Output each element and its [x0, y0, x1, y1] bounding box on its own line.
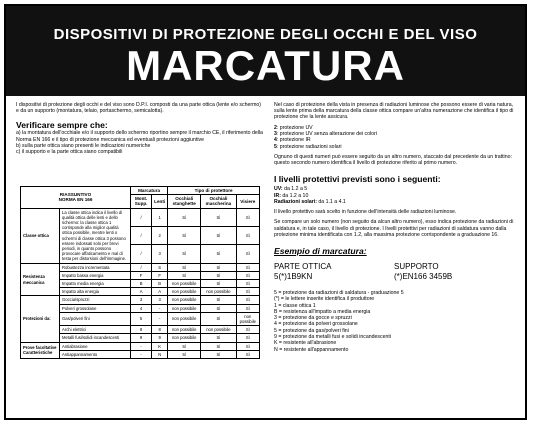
cell-m: 5 — [131, 312, 152, 325]
cell-os: Sì — [168, 350, 201, 358]
cell-om: Sì — [201, 350, 236, 358]
cell-v: non possibile — [236, 312, 259, 325]
table-row — [21, 342, 260, 350]
header-title: MARCATURA — [126, 42, 405, 89]
cell-os: non possibile — [168, 312, 201, 325]
cell-v: Sì — [236, 208, 259, 226]
table-title: RIASSUNTIVO NORMA EN 166 — [21, 187, 131, 209]
table-row — [21, 296, 260, 304]
cell-l: 1 — [152, 208, 168, 226]
cell-m: / — [131, 226, 152, 244]
numbers-note: Ognuno di questi numeri può essere seguito da un altro numero, staccato dal precedente da un trattino: questo secondo numero identifica il livello di protezione riferito al primo numero. — [274, 153, 512, 166]
cell-os: non possibile — [168, 326, 201, 334]
level-item: IR: da 1.2 a 10 — [274, 192, 309, 199]
cell-l: 8 — [152, 326, 168, 334]
cell-v: Sì — [236, 271, 259, 279]
cell-l: F — [152, 271, 168, 279]
cell-v: Sì — [236, 326, 259, 334]
code-item: 4: protezione IR — [274, 137, 311, 144]
cell-om: Sì — [201, 245, 236, 263]
cell-os: Sì — [168, 226, 201, 244]
sub-visiere: Visiere — [236, 195, 259, 208]
row-desc: Goccia/spruzzi — [60, 296, 131, 304]
cell-os: Sì — [168, 263, 201, 271]
level-item: UV: da 1.2 a 5 — [274, 186, 308, 193]
cell-l: A — [152, 288, 168, 296]
sign-header — [6, 6, 525, 96]
cell-os: non possibile — [168, 304, 201, 312]
col-marcatura: Marcatura — [131, 187, 168, 195]
example-title: Esempio di marcatura: — [274, 245, 367, 256]
levels-title: I livelli protettivi previsti sono i seguenti: — [274, 174, 441, 185]
summary-table — [20, 186, 260, 359]
cell-os: Sì — [168, 342, 201, 350]
cell-os: non possibile — [168, 296, 201, 304]
cell-m: / — [131, 245, 152, 263]
cell-v: Sì — [236, 350, 259, 358]
cell-l: 9 — [152, 334, 168, 342]
code-item: 5: protezione radiazioni solari — [274, 143, 342, 150]
cell-om: non possibile — [201, 326, 236, 334]
code-item: 2: protezione UV — [274, 124, 313, 131]
row-desc: La classe ottica indica il livello di qualità ottica delle lenti e dello schermo: la classe ottica 1 corrisponde alla miglior qualità ottica possibile, mentre lenti o schermi di classe ottica 3 possono essere indossati solo per brevi periodi, in quanto possono provocare affaticamento e mal di testa per distorsioni dell'immagine. — [60, 208, 131, 263]
cell-m: A — [131, 288, 152, 296]
cell-m: 9 — [131, 334, 152, 342]
left-column — [16, 102, 264, 156]
cell-om: Sì — [201, 304, 236, 312]
legend-item: 1 = classe ottica 1 — [274, 302, 316, 309]
cell-m: / — [131, 263, 152, 271]
level-item: Radiazioni solari: da 1.1 a 4.1 — [274, 198, 346, 205]
cell-v: Sì — [236, 342, 259, 350]
right-intro: Nel caso di protezione della vista in presenza di radiazioni luminose che possono essere di varia natura, sulla lente prima della marcatura della classe ottica compare un'altra numerazione che identifica il tipo di protezione che la lente assicura. — [274, 102, 514, 121]
row-desc: Robustezza incrementata — [60, 263, 131, 271]
cell-v: Sì — [236, 288, 259, 296]
group-label: Resistenza meccanica — [21, 263, 60, 296]
row-desc: Gas/polveri fini — [60, 312, 131, 325]
group-label: Classe ottica — [21, 208, 60, 263]
code-item: 3: protezione UV senza alterazione dei colori — [274, 130, 377, 137]
cell-m: B — [131, 280, 152, 288]
cell-os: Sì — [168, 271, 201, 279]
legend-item: N = resistente all'appannamento — [274, 346, 349, 353]
cell-m: / — [131, 208, 152, 226]
cell-l: N — [152, 350, 168, 358]
cell-v: Sì — [236, 296, 259, 304]
cell-v: Sì — [236, 304, 259, 312]
cell-om: Sì — [201, 263, 236, 271]
cell-m: 3 — [131, 296, 152, 304]
cell-om: Sì — [201, 296, 236, 304]
cell-l: S — [152, 263, 168, 271]
row-desc: Impatto media energia — [60, 280, 131, 288]
sub-lenti: Lenti — [152, 195, 168, 208]
cell-m: 4 — [131, 304, 152, 312]
cell-m: - — [131, 350, 152, 358]
cell-os: Sì — [168, 245, 201, 263]
row-desc: Metalli fusi/solidi incandescenti — [60, 334, 131, 342]
legend — [274, 290, 518, 353]
group-label: Prove facoltative Caratteristiche — [21, 342, 60, 358]
cell-l: 3 — [152, 296, 168, 304]
legend-item: 5 = protezione da gas/polveri fini — [274, 327, 349, 334]
cell-v: Sì — [236, 226, 259, 244]
cell-v: Sì — [236, 280, 259, 288]
cell-l: B — [152, 280, 168, 288]
cell-l: - — [152, 304, 168, 312]
cell-v: Sì — [236, 245, 259, 263]
support-code: (*)EN166 3459B — [394, 271, 453, 281]
legend-item: 3 = protezione da gocce e spruzzi — [274, 315, 352, 322]
cell-l: K — [152, 342, 168, 350]
cell-v: Sì — [236, 263, 259, 271]
cell-m: - — [131, 342, 152, 350]
table-row — [21, 263, 260, 271]
col-tipo: Tipo di protettore — [168, 187, 260, 195]
sub-occhiali-stanghette: Occhiali stanghette — [168, 195, 201, 208]
verify-item-a: a) la montatura dell'occhiale e/o il supporto dello schermo riportino sempre il marchio CE, il riferimento della Norma EN 166 e il tipo di protezione meccanica ed eventuali protezioni aggiuntive — [16, 130, 263, 143]
cell-v: Sì — [236, 334, 259, 342]
cell-om: Sì — [201, 334, 236, 342]
cell-m: F — [131, 271, 152, 279]
level-note-2: Se compare un solo numero (non seguito da alcun altro numero), esso indica protezione da radiazioni di saldatura e, in tale caso, il livello di protezione. I livelli protettivi per radiazioni di saldatura vanno dalla protezione minima identificata con 1.2, alla massima protezione corrispondente a graduazione 16. — [274, 219, 514, 238]
part-code: 5(*)1B9KN — [274, 271, 313, 281]
cell-l: 2 — [152, 226, 168, 244]
row-desc: Impatto alta energia — [60, 288, 131, 296]
cell-os: Sì — [168, 208, 201, 226]
cell-os: non possibile — [168, 280, 201, 288]
legend-item: B = resistenza all'impatto a media energia — [274, 308, 371, 315]
cell-os: non possibile — [168, 334, 201, 342]
verify-item-b: b) sulla parte ottica siano presenti le indicazioni numeriche — [16, 143, 151, 149]
cell-om: Sì — [201, 312, 236, 325]
support-label: SUPPORTO — [394, 261, 439, 271]
cell-om: Sì — [201, 342, 236, 350]
legend-item: 4 = protezione da polveri grossolane — [274, 321, 358, 328]
header-subtitle: DISPOSITIVI DI PROTEZIONE DEGLI OCCHI E DEL VISO — [53, 26, 478, 43]
cell-om: Sì — [201, 271, 236, 279]
legend-item: K = resistente all'abrasione — [274, 340, 337, 347]
cell-os: non possibile — [168, 288, 201, 296]
example-codes — [274, 262, 518, 284]
cell-om: Sì — [201, 226, 236, 244]
group-label: Protezioni da: — [21, 296, 60, 342]
sub-montsupp: Mont. Supp. — [131, 195, 152, 208]
cell-l: 3 — [152, 245, 168, 263]
cell-m: 8 — [131, 326, 152, 334]
row-desc: Antiabrasione — [60, 342, 131, 350]
verify-title: Verificare sempre che: — [16, 120, 108, 131]
cell-l: - — [152, 312, 168, 325]
left-intro: I dispositivi di protezione degli occhi e del viso sono D.P.I. composti da una parte ottica (lente e/o schermo) e da un supporto (montatura, telaio, portaschermo, semicalotta). — [16, 102, 261, 115]
table-row — [21, 208, 260, 226]
part-label: PARTE OTTICA — [274, 261, 332, 271]
cell-om: Sì — [201, 208, 236, 226]
row-desc: Antiappannamento — [60, 350, 131, 358]
safety-sign — [4, 4, 527, 420]
level-note-1: Il livello protettivo sarà scelto in funzione dell'intensità delle radiazioni luminose. — [274, 209, 457, 216]
row-desc: Archi elettrici — [60, 326, 131, 334]
cell-om: Sì — [201, 280, 236, 288]
verify-item-c: c) il supporto e la parte ottica siano compatibili — [16, 149, 123, 156]
row-desc: Polveri grossolane — [60, 304, 131, 312]
right-column — [274, 102, 518, 353]
sub-occhiali-mascherina: Occhiali mascherina — [201, 195, 236, 208]
legend-item: 5 = protezione da radiazioni di saldatura - graduazione 5 — [274, 289, 404, 296]
legend-item: 9 = protezione da metalli fusi e solidi incandescenti — [274, 333, 391, 340]
row-desc: Impatto bassa energia — [60, 271, 131, 279]
legend-item: (*) = le lettere inserite identifica il produttore — [274, 296, 375, 303]
cell-om: non possibile — [201, 288, 236, 296]
